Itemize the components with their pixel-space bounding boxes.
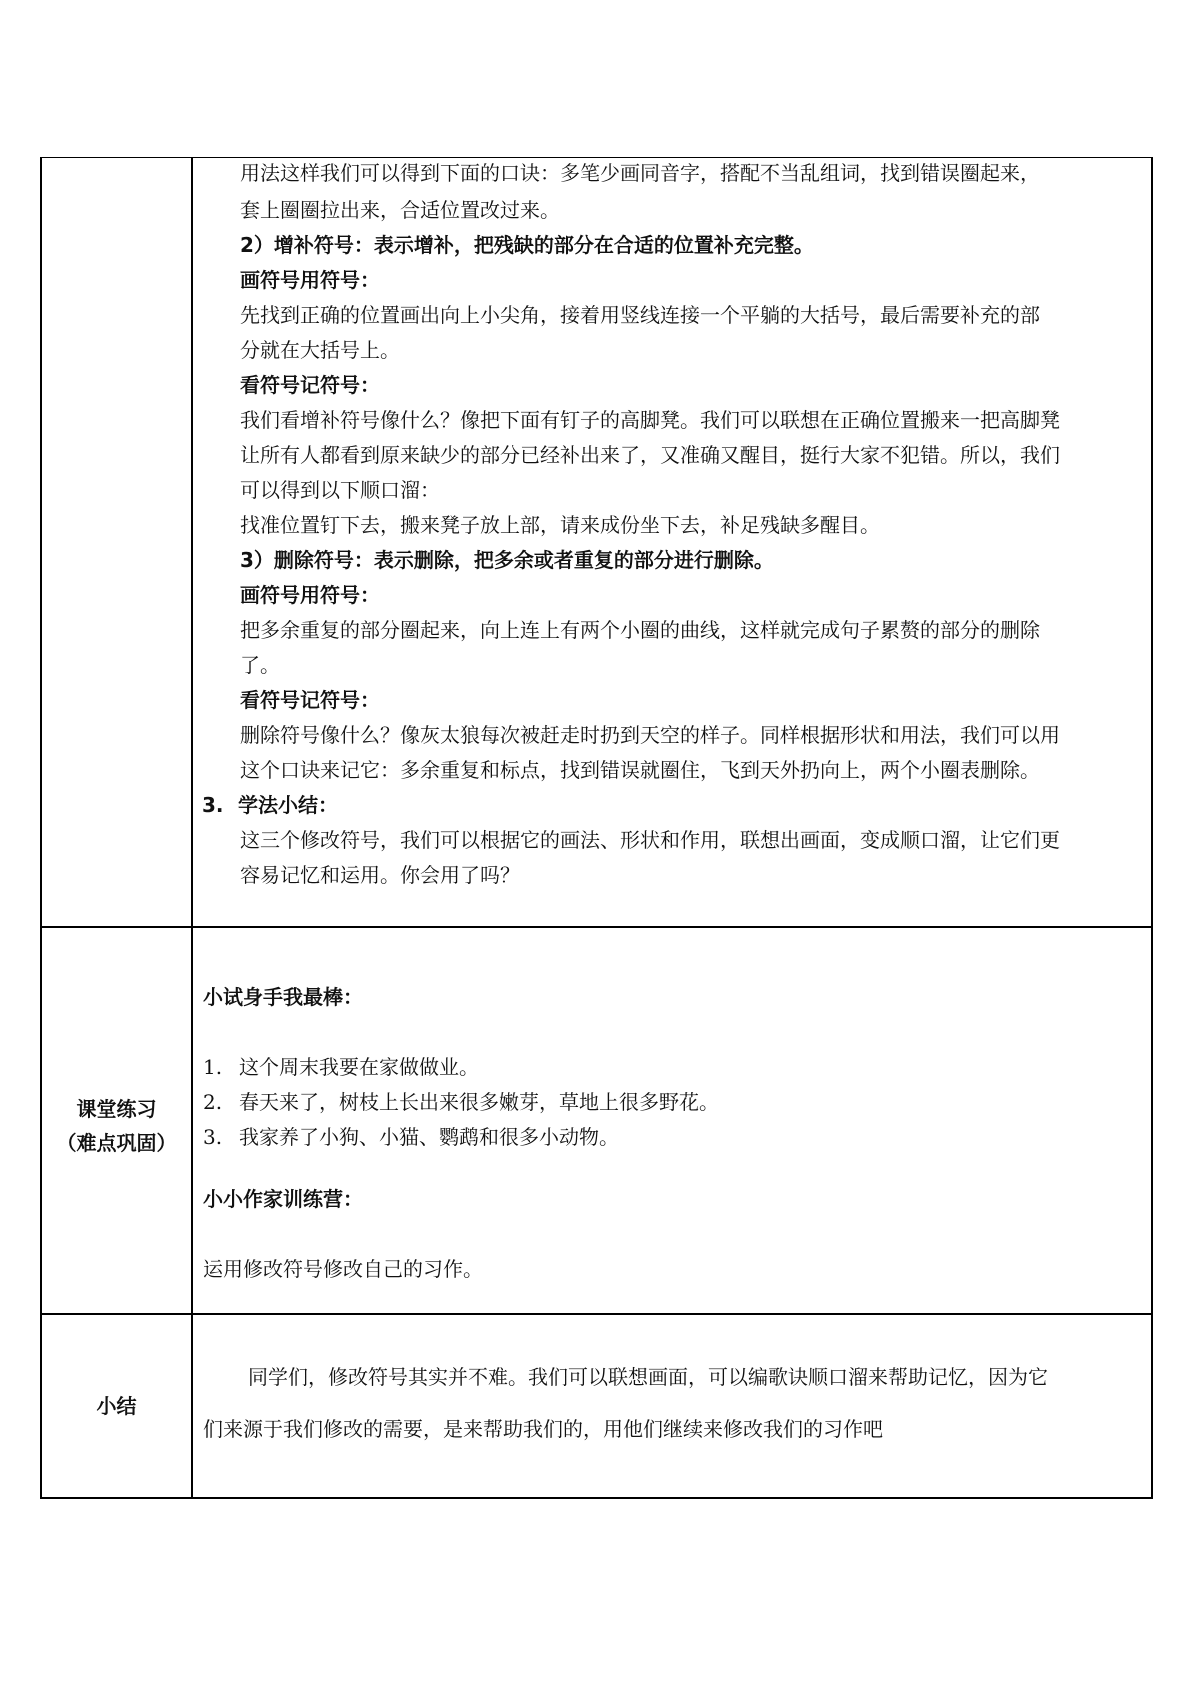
item3-see-title: 看符号记符号：	[240, 688, 380, 712]
practice-item	[203, 1050, 479, 1084]
item2-see-line: 我们看增补符号像什么？像把下面有钉子的高脚凳。我们可以联想在正确位置搬来一把高脚凳	[240, 408, 1060, 432]
practice-item-text: 这个周末我要在家做做业。	[239, 1055, 479, 1079]
item2-draw-title: 画符号用符号：	[240, 268, 380, 292]
practice-label-line1: 课堂练习	[76, 1097, 157, 1121]
item3-draw-line: 把多余重复的部分圈起来，向上连上有两个小圈的曲线，这样就完成句子累赘的部分的删除	[240, 618, 1040, 642]
practice-heading-1: 小试身手我最棒：	[203, 985, 363, 1009]
summary-heading	[202, 788, 338, 822]
item3-see-line: 删除符号像什么？像灰太狼每次被赶走时扔到天空的样子。同样根据形状和用法，我们可以用	[240, 723, 1060, 747]
item2-draw-line: 先找到正确的位置画出向上小尖角，接着用竖线连接一个平躺的大括号，最后需要补充的部	[240, 303, 1040, 327]
table-left-border	[40, 157, 42, 1499]
method-line: 用法这样我们可以得到下面的口诀：多笔少画同音字，搭配不当乱组词，找到错误圈起来，	[240, 161, 1040, 185]
table-right-border	[1151, 157, 1153, 1499]
practice-item	[203, 1120, 619, 1154]
item2-see-line: 可以得到以下顺口溜：	[240, 478, 440, 502]
row-divider-1	[40, 926, 1153, 928]
summary-line: 这三个修改符号，我们可以根据它的画法、形状和作用，联想出画面，变成顺口溜，让它们更	[240, 828, 1060, 852]
practice-heading-2: 小小作家训练营：	[203, 1187, 363, 1211]
practice-item-text: 我家养了小狗、小猫、鹦鹉和很多小动物。	[239, 1125, 619, 1149]
item2-see-line: 找准位置钉下去，搬来凳子放上部，请来成份坐下去，补足残缺多醒目。	[240, 513, 880, 537]
conclusion-line: 同学们，修改符号其实并不难。我们可以联想画面，可以编歌诀顺口溜来帮助记忆，因为它	[248, 1365, 1048, 1389]
practice-label-line2: （难点巩固）	[56, 1131, 177, 1155]
row-divider-2	[40, 1313, 1153, 1315]
conclusion-label: 小结	[96, 1394, 137, 1418]
practice-item-number: 1.	[203, 1055, 223, 1079]
practice-item-number: 2.	[203, 1090, 223, 1114]
item3-title: 3）删除符号：表示删除，把多余或者重复的部分进行删除。	[240, 548, 774, 572]
item3-draw-line: 了。	[240, 653, 280, 677]
practice-item	[203, 1085, 719, 1119]
conclusion-line: 们来源于我们修改的需要，是来帮助我们的，用他们继续来修改我们的习作吧	[203, 1417, 883, 1441]
table-column-divider	[191, 157, 193, 1499]
item3-see-line: 这个口诀来记它：多余重复和标点，找到错误就圈住，飞到天外扔向上，两个小圈表删除。	[240, 758, 1040, 782]
method-line: 套上圈圈拉出来，合适位置改过来。	[240, 198, 560, 222]
item3-draw-title: 画符号用符号：	[240, 583, 380, 607]
item2-title: 2）增补符号：表示增补，把残缺的部分在合适的位置补充完整。	[240, 233, 814, 257]
practice-item-number: 3.	[203, 1125, 223, 1149]
table-bottom-border	[40, 1497, 1153, 1499]
practice-label	[42, 1092, 191, 1160]
summary-title: 学法小结：	[238, 793, 338, 817]
item2-see-title: 看符号记符号：	[240, 373, 380, 397]
summary-line: 容易记忆和运用。你会用了吗？	[240, 863, 520, 887]
practice-task: 运用修改符号修改自己的习作。	[203, 1257, 483, 1281]
item2-see-line: 让所有人都看到原来缺少的部分已经补出来了，又准确又醒目，挺行大家不犯错。所以，我们	[240, 443, 1060, 467]
practice-item-text: 春天来了，树枝上长出来很多嫩芽，草地上很多野花。	[239, 1090, 719, 1114]
summary-number: 3.	[202, 793, 224, 817]
item2-draw-line: 分就在大括号上。	[240, 338, 400, 362]
